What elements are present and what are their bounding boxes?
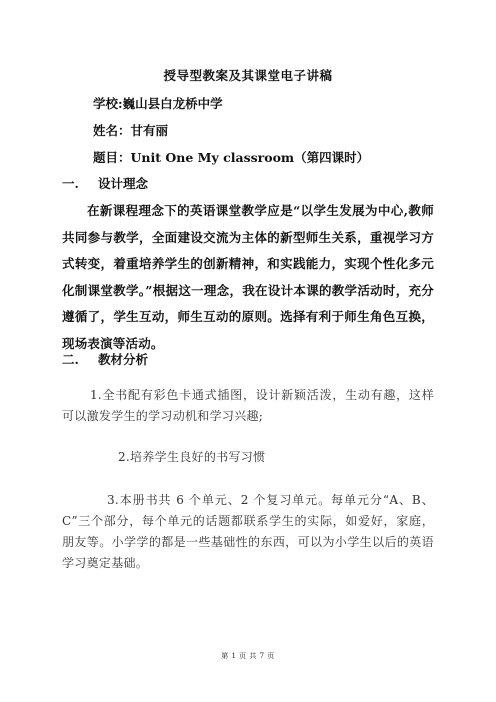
section-title: 教材分析 bbox=[98, 352, 149, 367]
analysis-item-3: 3.本册书共 6 个单元、2 个复习单元。每单元分“A、B、C”三个部分，每个单元的话题都联系学生的实际，如爱好，家庭，朋友等。小学学的都是一些基础性的东西，可以为小学生以后的英语学习奠定基础。 bbox=[62, 493, 434, 570]
section-heading-textbook-analysis bbox=[62, 350, 148, 368]
author-line: 姓名：甘有丽 bbox=[93, 123, 169, 138]
design-concept-paragraph: 在新课程理念下的英语课堂教学应是“以学生发展为中心,教师共同参与教学，全面建设交流为主体的新型师生关系，重视学习方式转变，着重培养学生的创新精神，和实践能力，实现个性化多元化制课堂教学。”根据这一理念，我在设计本课的教学活动时，充分遵循了，学生互动，师生互动的原则。选择有利于师生角色互换，现场表演等活动。 bbox=[62, 203, 434, 351]
topic-line bbox=[93, 148, 369, 166]
document-title: 授导型教案及其课堂电子讲稿 bbox=[163, 68, 333, 83]
topic-value: Unit One My classroom（第四课时） bbox=[130, 150, 370, 165]
analysis-item-1: 1.全书配有彩色卡通式插图，设计新颖活泼，生动有趣，这样可以激发学生的学习动机和学习兴趣; bbox=[62, 388, 434, 423]
page-footer: 第 1 页 共 7 页 bbox=[221, 652, 275, 660]
analysis-item-2: 2.培养学生良好的书写习惯 bbox=[118, 450, 266, 464]
section-number: 一. bbox=[62, 176, 79, 191]
section-number: 二. bbox=[62, 352, 79, 367]
section-heading-design-concept bbox=[62, 174, 148, 192]
section-title: 设计理念 bbox=[98, 176, 149, 191]
school-line: 学校:巍山县白龙桥中学 bbox=[93, 96, 223, 111]
topic-label: 题目： bbox=[93, 150, 131, 165]
